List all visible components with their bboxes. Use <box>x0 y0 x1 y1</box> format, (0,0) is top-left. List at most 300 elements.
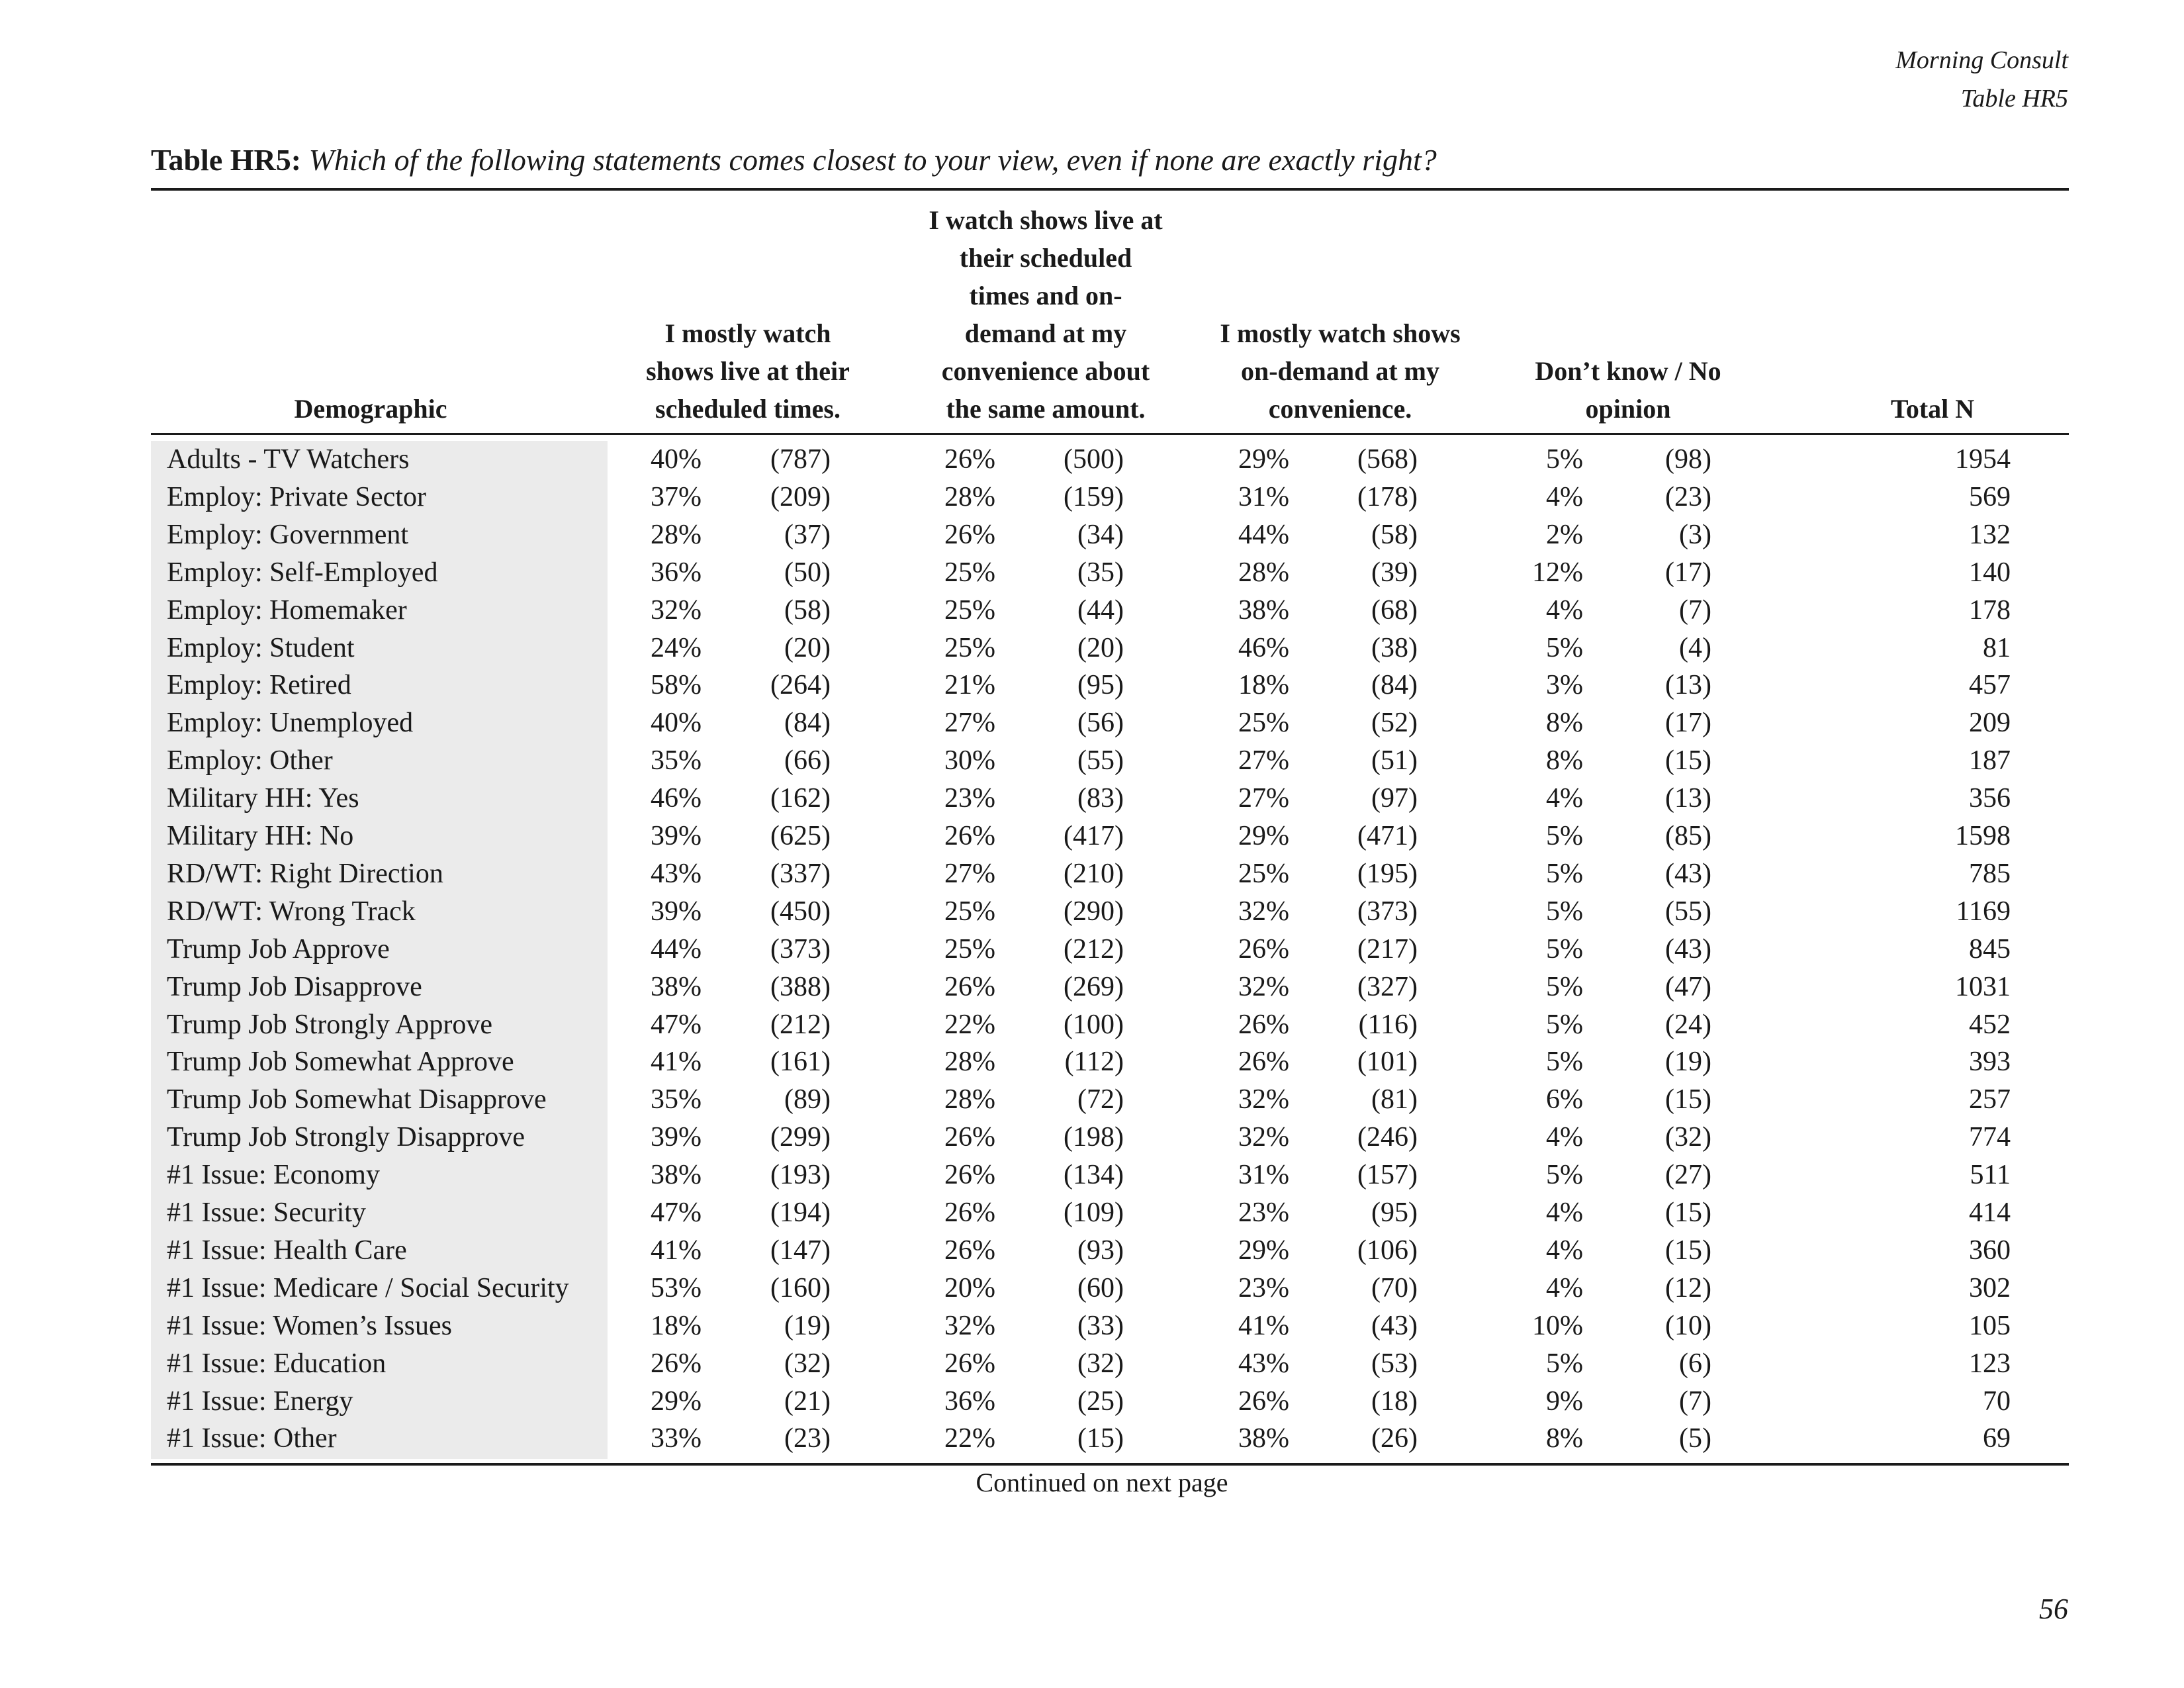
live-count: (89) <box>784 1084 831 1115</box>
live-pct: 38% <box>651 1160 702 1191</box>
both-count: (210) <box>1064 858 1124 889</box>
both-count: (100) <box>1064 1009 1124 1040</box>
live-count: (161) <box>770 1047 831 1078</box>
ondemand-pct: 29% <box>1238 1235 1289 1266</box>
dontknow-pct: 5% <box>1546 858 1583 889</box>
both-count: (20) <box>1077 632 1124 663</box>
live-pct: 40% <box>651 444 702 475</box>
total-n: 774 <box>1969 1122 2011 1153</box>
ondemand-count: (39) <box>1371 557 1418 588</box>
live-pct: 46% <box>651 783 702 814</box>
table-row <box>0 516 2184 554</box>
row-label: Trump Job Somewhat Disapprove <box>167 1084 547 1115</box>
live-pct: 39% <box>651 896 702 927</box>
ondemand-pct: 41% <box>1238 1310 1289 1341</box>
page-number: 56 <box>2039 1593 2068 1625</box>
ondemand-pct: 26% <box>1238 1385 1289 1417</box>
live-pct: 32% <box>651 594 702 626</box>
ondemand-count: (26) <box>1371 1423 1418 1454</box>
both-count: (15) <box>1077 1423 1124 1454</box>
table-row <box>0 1006 2184 1044</box>
total-n: 187 <box>1969 745 2011 776</box>
row-label: #1 Issue: Education <box>167 1348 387 1379</box>
table-row <box>0 1194 2184 1232</box>
dontknow-count: (15) <box>1665 1084 1711 1115</box>
dontknow-pct: 5% <box>1546 971 1583 1002</box>
ondemand-pct: 28% <box>1238 557 1289 588</box>
ondemand-pct: 23% <box>1238 1197 1289 1228</box>
dontknow-pct: 8% <box>1546 1423 1583 1454</box>
both-count: (25) <box>1077 1385 1124 1417</box>
both-pct: 20% <box>944 1272 995 1303</box>
dontknow-pct: 4% <box>1546 1197 1583 1228</box>
live-count: (20) <box>784 632 831 663</box>
both-count: (34) <box>1077 519 1124 550</box>
both-pct: 26% <box>944 1235 995 1266</box>
total-n: 360 <box>1969 1235 2011 1266</box>
table-ref: Table HR5 <box>1960 85 2068 113</box>
table-row <box>0 630 2184 667</box>
page-header <box>1895 41 2068 118</box>
total-n: 414 <box>1969 1197 2011 1228</box>
ondemand-count: (217) <box>1357 933 1418 964</box>
table-row <box>0 1043 2184 1081</box>
row-label: #1 Issue: Other <box>167 1423 337 1454</box>
both-pct: 28% <box>944 481 995 512</box>
live-count: (388) <box>770 971 831 1002</box>
dontknow-pct: 5% <box>1546 632 1583 663</box>
ondemand-count: (373) <box>1357 896 1418 927</box>
row-label: Trump Job Somewhat Approve <box>167 1047 514 1078</box>
live-count: (264) <box>770 670 831 701</box>
total-n: 845 <box>1969 933 2011 964</box>
both-count: (32) <box>1077 1348 1124 1379</box>
both-count: (56) <box>1077 708 1124 739</box>
ondemand-pct: 18% <box>1238 670 1289 701</box>
total-n: 785 <box>1969 858 2011 889</box>
row-label: Employ: Retired <box>167 670 351 701</box>
row-label: #1 Issue: Economy <box>167 1160 380 1191</box>
row-label: RD/WT: Right Direction <box>167 858 443 889</box>
dontknow-pct: 5% <box>1546 1348 1583 1379</box>
both-count: (95) <box>1077 670 1124 701</box>
ondemand-pct: 32% <box>1238 1084 1289 1115</box>
live-count: (787) <box>770 444 831 475</box>
both-pct: 27% <box>944 708 995 739</box>
dontknow-count: (7) <box>1679 594 1711 626</box>
row-label: Employ: Private Sector <box>167 481 426 512</box>
ondemand-count: (116) <box>1358 1009 1418 1040</box>
row-label: Military HH: No <box>167 821 354 851</box>
table-row <box>0 1081 2184 1119</box>
table-row <box>0 931 2184 968</box>
total-n: 81 <box>1983 632 2011 663</box>
both-count: (134) <box>1064 1160 1124 1191</box>
dontknow-pct: 4% <box>1546 1122 1583 1153</box>
both-count: (72) <box>1077 1084 1124 1115</box>
both-count: (33) <box>1077 1310 1124 1341</box>
row-label: #1 Issue: Health Care <box>167 1235 407 1266</box>
both-pct: 30% <box>944 745 995 776</box>
dontknow-pct: 3% <box>1546 670 1583 701</box>
table-row <box>0 968 2184 1006</box>
both-pct: 36% <box>944 1385 995 1417</box>
live-pct: 43% <box>651 858 702 889</box>
table-row <box>0 667 2184 704</box>
table-row <box>0 742 2184 780</box>
total-n: 1954 <box>1955 444 2011 475</box>
dontknow-count: (85) <box>1665 821 1711 851</box>
live-pct: 41% <box>651 1235 702 1266</box>
live-count: (194) <box>770 1197 831 1228</box>
ondemand-count: (95) <box>1371 1197 1418 1228</box>
both-pct: 26% <box>944 519 995 550</box>
live-pct: 53% <box>651 1272 702 1303</box>
dontknow-pct: 9% <box>1546 1385 1583 1417</box>
row-label: Trump Job Strongly Approve <box>167 1009 493 1040</box>
both-pct: 25% <box>944 896 995 927</box>
ondemand-count: (568) <box>1357 444 1418 475</box>
ondemand-count: (70) <box>1371 1272 1418 1303</box>
both-pct: 22% <box>944 1423 995 1454</box>
ondemand-pct: 38% <box>1238 1423 1289 1454</box>
both-count: (112) <box>1064 1047 1124 1078</box>
table-row <box>0 893 2184 931</box>
table-row <box>0 592 2184 630</box>
continued-note: Continued on next page <box>976 1468 1228 1497</box>
live-count: (337) <box>770 858 831 889</box>
dontknow-count: (24) <box>1665 1009 1711 1040</box>
dontknow-pct: 5% <box>1546 821 1583 851</box>
row-label: Employ: Self-Employed <box>167 557 438 588</box>
row-label: Trump Job Approve <box>167 933 390 964</box>
both-pct: 28% <box>944 1047 995 1078</box>
dontknow-pct: 4% <box>1546 1235 1583 1266</box>
dontknow-pct: 6% <box>1546 1084 1583 1115</box>
table-title-text: Which of the following statements comes closest to your view, even if none are exactly right? <box>308 143 1437 177</box>
ondemand-pct: 32% <box>1238 1122 1289 1153</box>
total-n: 1169 <box>1956 896 2011 927</box>
ondemand-count: (471) <box>1357 821 1418 851</box>
dontknow-count: (10) <box>1665 1310 1711 1341</box>
total-n: 1031 <box>1955 971 2011 1002</box>
total-n: 209 <box>1969 708 2011 739</box>
ondemand-count: (52) <box>1371 708 1418 739</box>
live-pct: 39% <box>651 1122 702 1153</box>
ondemand-pct: 23% <box>1238 1272 1289 1303</box>
live-count: (162) <box>770 783 831 814</box>
ondemand-pct: 26% <box>1238 933 1289 964</box>
total-n: 1598 <box>1955 821 2011 851</box>
dontknow-count: (32) <box>1665 1122 1711 1153</box>
org-name: Morning Consult <box>1895 46 2068 74</box>
live-count: (21) <box>784 1385 831 1417</box>
row-label: Military HH: Yes <box>167 783 359 814</box>
row-label: #1 Issue: Women’s Issues <box>167 1310 452 1341</box>
live-pct: 37% <box>651 481 702 512</box>
table-row <box>0 441 2184 479</box>
dontknow-pct: 5% <box>1546 1009 1583 1040</box>
both-pct: 32% <box>944 1310 995 1341</box>
dontknow-count: (3) <box>1679 519 1711 550</box>
both-pct: 25% <box>944 632 995 663</box>
both-count: (35) <box>1077 557 1124 588</box>
row-label: Employ: Student <box>167 632 355 663</box>
both-count: (55) <box>1077 745 1124 776</box>
both-count: (109) <box>1064 1197 1124 1228</box>
dontknow-count: (15) <box>1665 1235 1711 1266</box>
both-count: (159) <box>1064 481 1124 512</box>
dontknow-pct: 8% <box>1546 708 1583 739</box>
dontknow-pct: 5% <box>1546 933 1583 964</box>
dontknow-pct: 8% <box>1546 745 1583 776</box>
ondemand-count: (97) <box>1371 783 1418 814</box>
total-n: 393 <box>1969 1047 2011 1078</box>
both-count: (500) <box>1064 444 1124 475</box>
table-row <box>0 1270 2184 1307</box>
table-row <box>0 1232 2184 1270</box>
total-n: 132 <box>1969 519 2011 550</box>
ondemand-count: (246) <box>1357 1122 1418 1153</box>
total-n: 511 <box>1970 1160 2011 1191</box>
total-n: 178 <box>1969 594 2011 626</box>
dontknow-count: (7) <box>1679 1385 1711 1417</box>
dontknow-count: (13) <box>1665 783 1711 814</box>
header-rule <box>151 433 2069 435</box>
live-count: (50) <box>784 557 831 588</box>
ondemand-count: (81) <box>1371 1084 1418 1115</box>
live-count: (147) <box>770 1235 831 1266</box>
ondemand-count: (178) <box>1357 481 1418 512</box>
total-n: 69 <box>1983 1423 2011 1454</box>
ondemand-count: (43) <box>1371 1310 1418 1341</box>
both-count: (83) <box>1077 783 1124 814</box>
both-pct: 27% <box>944 858 995 889</box>
ondemand-pct: 44% <box>1238 519 1289 550</box>
live-pct: 24% <box>651 632 702 663</box>
ondemand-pct: 25% <box>1238 708 1289 739</box>
live-pct: 18% <box>651 1310 702 1341</box>
total-n: 302 <box>1969 1272 2011 1303</box>
live-count: (209) <box>770 481 831 512</box>
live-pct: 40% <box>651 708 702 739</box>
live-count: (193) <box>770 1160 831 1191</box>
live-count: (19) <box>784 1310 831 1341</box>
row-label: Employ: Unemployed <box>167 708 414 739</box>
ondemand-pct: 29% <box>1238 821 1289 851</box>
live-pct: 26% <box>651 1348 702 1379</box>
live-count: (32) <box>784 1348 831 1379</box>
both-count: (417) <box>1064 821 1124 851</box>
live-count: (373) <box>770 933 831 964</box>
col-header-live: I mostly watch shows live at their scheduled times. <box>646 318 850 424</box>
table-row <box>0 704 2184 742</box>
top-rule <box>151 188 2069 191</box>
dontknow-count: (23) <box>1665 481 1711 512</box>
both-pct: 25% <box>944 557 995 588</box>
both-count: (44) <box>1077 594 1124 626</box>
table-row <box>0 1307 2184 1345</box>
row-label: #1 Issue: Energy <box>167 1385 353 1417</box>
live-count: (450) <box>770 896 831 927</box>
ondemand-count: (195) <box>1357 858 1418 889</box>
total-n: 452 <box>1969 1009 2011 1040</box>
dontknow-pct: 4% <box>1546 1272 1583 1303</box>
live-pct: 28% <box>651 519 702 550</box>
live-pct: 35% <box>651 1084 702 1115</box>
col-header-ondemand: I mostly watch shows on-demand at my convenience. <box>1220 318 1461 424</box>
dontknow-count: (43) <box>1665 858 1711 889</box>
live-pct: 58% <box>651 670 702 701</box>
both-pct: 21% <box>944 670 995 701</box>
dontknow-count: (98) <box>1665 444 1711 475</box>
dontknow-pct: 4% <box>1546 783 1583 814</box>
ondemand-pct: 31% <box>1238 481 1289 512</box>
table-row <box>0 818 2184 855</box>
ondemand-count: (68) <box>1371 594 1418 626</box>
dontknow-count: (17) <box>1665 708 1711 739</box>
row-label: Employ: Other <box>167 745 333 776</box>
ondemand-count: (51) <box>1371 745 1418 776</box>
both-count: (290) <box>1064 896 1124 927</box>
table-row <box>0 479 2184 516</box>
ondemand-pct: 46% <box>1238 632 1289 663</box>
live-pct: 36% <box>651 557 702 588</box>
ondemand-pct: 27% <box>1238 745 1289 776</box>
live-count: (23) <box>784 1423 831 1454</box>
dontknow-pct: 10% <box>1532 1310 1583 1341</box>
ondemand-pct: 38% <box>1238 594 1289 626</box>
dontknow-count: (4) <box>1679 632 1711 663</box>
ondemand-count: (58) <box>1371 519 1418 550</box>
live-count: (299) <box>770 1122 831 1153</box>
total-n: 457 <box>1969 670 2011 701</box>
ondemand-pct: 25% <box>1238 858 1289 889</box>
ondemand-count: (106) <box>1357 1235 1418 1266</box>
live-count: (84) <box>784 708 831 739</box>
table-row <box>0 1383 2184 1421</box>
row-label: RD/WT: Wrong Track <box>167 896 416 927</box>
dontknow-count: (43) <box>1665 933 1711 964</box>
both-pct: 22% <box>944 1009 995 1040</box>
live-pct: 33% <box>651 1423 702 1454</box>
total-n: 105 <box>1969 1310 2011 1341</box>
table-row <box>0 780 2184 818</box>
live-pct: 41% <box>651 1047 702 1078</box>
live-count: (625) <box>770 821 831 851</box>
both-pct: 26% <box>944 821 995 851</box>
both-pct: 26% <box>944 1160 995 1191</box>
ondemand-count: (327) <box>1357 971 1418 1002</box>
both-pct: 28% <box>944 1084 995 1115</box>
row-label: Employ: Government <box>167 519 409 550</box>
table-title <box>151 142 1437 177</box>
both-pct: 25% <box>944 594 995 626</box>
col-header-dontknow: Don’t know / No opinion <box>1535 356 1721 424</box>
table-title-label: Table HR5: <box>151 143 302 177</box>
both-pct: 23% <box>944 783 995 814</box>
dontknow-count: (15) <box>1665 745 1711 776</box>
dontknow-pct: 4% <box>1546 481 1583 512</box>
ondemand-count: (53) <box>1371 1348 1418 1379</box>
both-count: (93) <box>1077 1235 1124 1266</box>
table-row <box>0 1156 2184 1194</box>
live-pct: 39% <box>651 821 702 851</box>
dontknow-pct: 4% <box>1546 594 1583 626</box>
both-count: (198) <box>1064 1122 1124 1153</box>
total-n: 140 <box>1969 557 2011 588</box>
dontknow-count: (47) <box>1665 971 1711 1002</box>
live-pct: 35% <box>651 745 702 776</box>
dontknow-count: (5) <box>1679 1423 1711 1454</box>
live-pct: 29% <box>651 1385 702 1417</box>
ondemand-pct: 27% <box>1238 783 1289 814</box>
both-pct: 26% <box>944 444 995 475</box>
row-label: Employ: Homemaker <box>167 594 407 626</box>
ondemand-pct: 32% <box>1238 896 1289 927</box>
live-count: (160) <box>770 1272 831 1303</box>
total-n: 123 <box>1969 1348 2011 1379</box>
dontknow-pct: 5% <box>1546 1160 1583 1191</box>
dontknow-count: (13) <box>1665 670 1711 701</box>
table-row <box>0 554 2184 592</box>
row-label: #1 Issue: Medicare / Social Security <box>167 1272 569 1303</box>
row-label: Trump Job Disapprove <box>167 971 422 1002</box>
total-n: 70 <box>1983 1385 2011 1417</box>
both-pct: 26% <box>944 971 995 1002</box>
ondemand-pct: 26% <box>1238 1047 1289 1078</box>
live-count: (212) <box>770 1009 831 1040</box>
dontknow-pct: 5% <box>1546 896 1583 927</box>
table-row <box>0 855 2184 893</box>
ondemand-count: (84) <box>1371 670 1418 701</box>
both-pct: 26% <box>944 1197 995 1228</box>
both-count: (60) <box>1077 1272 1124 1303</box>
dontknow-count: (6) <box>1679 1348 1711 1379</box>
live-pct: 47% <box>651 1009 702 1040</box>
total-n: 356 <box>1969 783 2011 814</box>
row-label: Trump Job Strongly Disapprove <box>167 1122 525 1153</box>
ondemand-count: (101) <box>1357 1047 1418 1078</box>
live-count: (66) <box>784 745 831 776</box>
ondemand-pct: 29% <box>1238 444 1289 475</box>
dontknow-count: (17) <box>1665 557 1711 588</box>
dontknow-count: (55) <box>1665 896 1711 927</box>
row-label: Adults - TV Watchers <box>167 444 410 475</box>
table-row <box>0 1119 2184 1156</box>
both-pct: 26% <box>944 1122 995 1153</box>
dontknow-count: (12) <box>1665 1272 1711 1303</box>
live-pct: 47% <box>651 1197 702 1228</box>
col-header-demographic: Demographic <box>294 394 447 424</box>
live-pct: 44% <box>651 933 702 964</box>
dontknow-pct: 12% <box>1532 557 1583 588</box>
total-n: 569 <box>1969 481 2011 512</box>
live-count: (58) <box>784 594 831 626</box>
ondemand-pct: 43% <box>1238 1348 1289 1379</box>
dontknow-pct: 5% <box>1546 1047 1583 1078</box>
dontknow-pct: 2% <box>1546 519 1583 550</box>
row-label: #1 Issue: Security <box>167 1197 366 1228</box>
live-count: (37) <box>784 519 831 550</box>
ondemand-pct: 31% <box>1238 1160 1289 1191</box>
dontknow-count: (27) <box>1665 1160 1711 1191</box>
both-pct: 25% <box>944 933 995 964</box>
ondemand-count: (157) <box>1357 1160 1418 1191</box>
ondemand-pct: 26% <box>1238 1009 1289 1040</box>
both-count: (269) <box>1064 971 1124 1002</box>
col-header-both: I watch shows live at their scheduled times and on-demand at my convenience about the same amount. <box>929 205 1163 424</box>
